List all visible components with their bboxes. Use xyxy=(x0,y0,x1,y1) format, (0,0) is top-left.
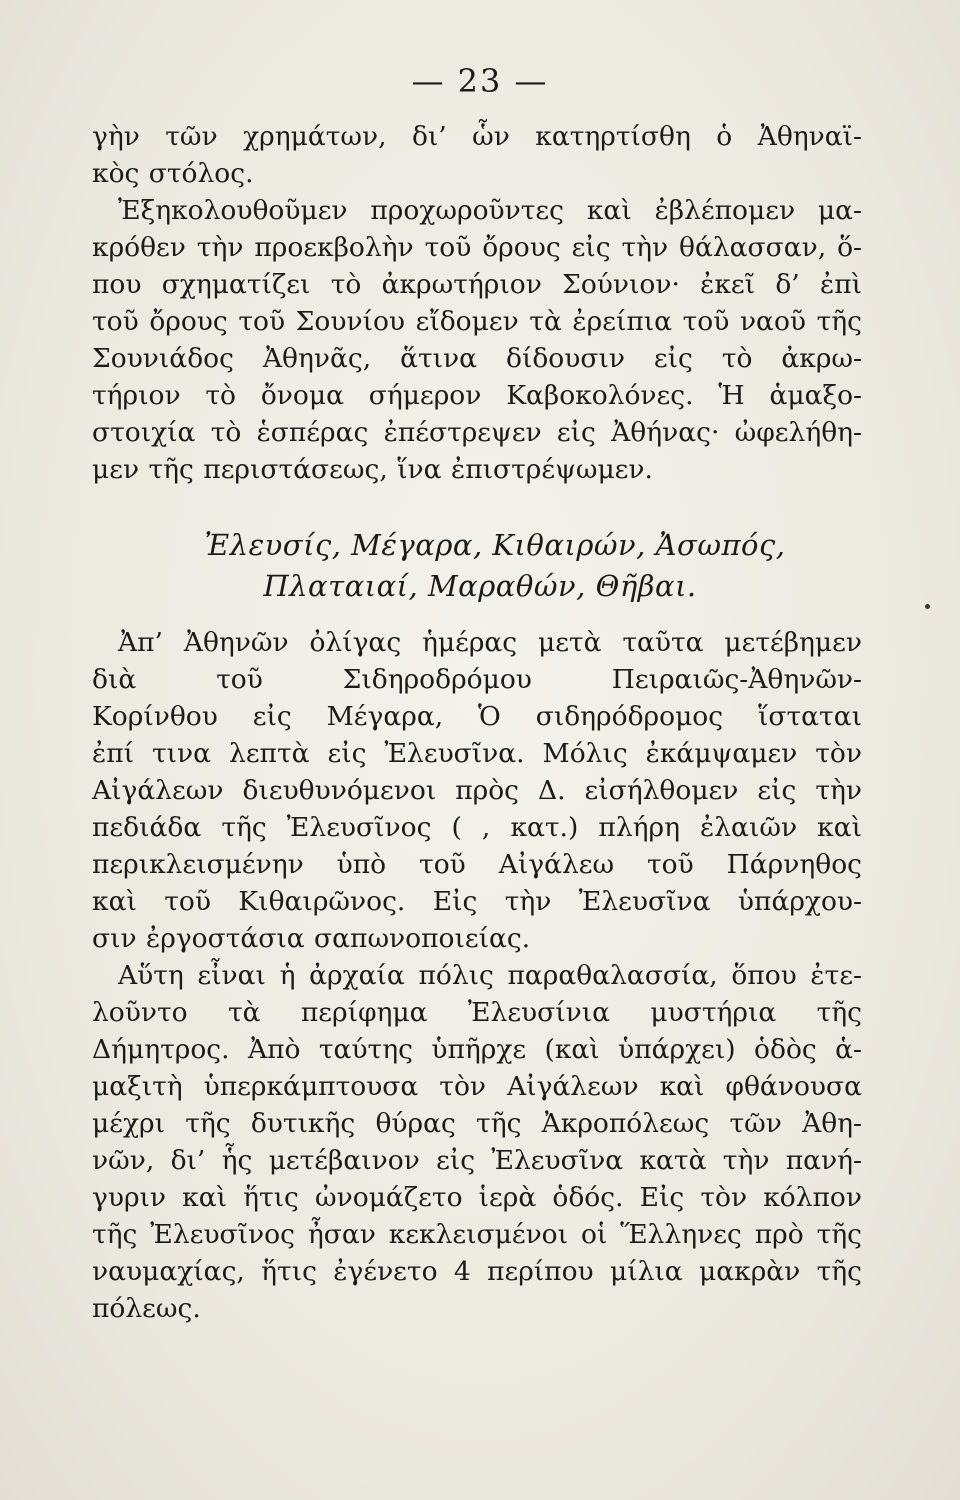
text-line: ναυμαχίας, ἥτις ἐγένετο 4 περίπου μίλια μακρὰν τῆς xyxy=(92,1256,862,1287)
text-block-section xyxy=(92,624,862,1327)
text-line: πεδιάδα τῆς Ἐλευσῖνος ( , κατ.) πλήρη ἐλαιῶν καὶ xyxy=(92,812,862,843)
text-line: μέχρι τῆς δυτικῆς θύρας τῆς Ἀκροπόλεως τῶν Ἀθη- xyxy=(92,1108,862,1139)
text-line: μεν τῆς περιστάσεως, ἵνα ἐπιστρέψωμεν. xyxy=(92,454,653,485)
text-line: νῶν, δι’ ἧς μετέβαινον εἰς Ἐλευσῖνα κατὰ τὴν πανή- xyxy=(92,1145,862,1176)
text-line: Κορίνθου εἰς Μέγαρα, Ὁ σιδηρόδρομος ἵσταται xyxy=(92,701,862,732)
ink-speck xyxy=(925,604,930,609)
text-line: περικλεισμένην ὑπὸ τοῦ Αἰγάλεω τοῦ Πάρνηθος xyxy=(92,849,862,880)
text-line: καὶ τοῦ Κιθαιρῶνος. Εἰς τὴν Ἐλευσῖνα ὑπάρχου- xyxy=(92,886,862,917)
text-line: στοιχία τὸ ἑσπέρας ἐπέστρεψεν εἰς Ἀθήνας· ὠφελήθη- xyxy=(92,417,862,448)
text-line: λοῦντο τὰ περίφημα Ἐλευσίνια μυστήρια τῆς xyxy=(92,997,862,1028)
text-line: τοῦ ὄρους τοῦ Σουνίου εἴδομεν τὰ ἐρείπια τοῦ ναοῦ τῆς xyxy=(92,306,862,337)
text-line: μαξιτὴ ὑπερκάμπτουσα τὸν Αἰγάλεων καὶ φθάνουσα xyxy=(92,1071,862,1102)
text-line: σιν ἐργοστάσια σαπωνοποιείας. xyxy=(92,923,531,954)
page-number: — 23 — xyxy=(411,62,549,100)
text-line: ἐπί τινα λεπτὰ εἰς Ἐλευσῖνα. Μόλις ἐκάμψαμεν τὸν xyxy=(92,738,862,769)
section-heading-line-2: Πλαταιαί, Μαραθών, Θῆβαι. xyxy=(263,569,697,603)
text-line: τήριον τὸ ὄνομα σήμερον Καβοκολόνες. Ἡ ἁμαξο- xyxy=(92,380,862,411)
text-line: Αἰγάλεων διευθυνόμενοι πρὸς Δ. εἰσήλθομεν εἰς τὴν xyxy=(92,775,862,806)
text-line: Δήμητρος. Ἀπὸ ταύτης ὑπῆρχε (καὶ ὑπάρχει) ὁδὸς ἁ- xyxy=(92,1034,862,1065)
text-block-opening xyxy=(92,118,862,488)
text-line: γυριν καὶ ἥτις ὠνομάζετο ἱερὰ ὁδός. Εἰς τὸν κόλπον xyxy=(92,1182,862,1213)
text-line: Αὕτη εἶναι ἡ ἀρχαία πόλις παραθαλασσία, ὅπου ἐτε- xyxy=(118,960,862,991)
text-line: Σουνιάδος Ἀθηνᾶς, ἅτινα δίδουσιν εἰς τὸ ἀκρω- xyxy=(92,343,862,374)
text-line: κρόθεν τὴν προεκβολὴν τοῦ ὄρους εἰς τὴν θάλασσαν, ὅ- xyxy=(92,232,862,263)
text-line: κὸς στόλος. xyxy=(92,158,254,189)
text-line: γὴν τῶν χρημάτων, δι’ ὧν κατηρτίσθη ὁ Ἀθηναϊ- xyxy=(92,121,862,152)
text-line: Ἀπ’ Ἀθηνῶν ὀλίγας ἡμέρας μετὰ ταῦτα μετέβημεν xyxy=(118,627,862,658)
text-line: Ἐξηκολουθοῦμεν προχωροῦντες καὶ ἐβλέπομεν μα- xyxy=(118,195,862,226)
text-line: διὰ τοῦ Σιδηροδρόμου Πειραιῶς-Ἀθηνῶν- xyxy=(92,664,862,695)
text-line: που σχηματίζει τὸ ἀκρωτήριον Σούνιον· ἐκεῖ δ’ ἐπὶ xyxy=(92,269,862,300)
text-line: τῆς Ἐλευσῖνος ἦσαν κεκλεισμένοι οἱ Ἕλληνες πρὸ τῆς xyxy=(92,1219,862,1250)
section-heading-line-1: Ἐλευσίς, Μέγαρα, Κιθαιρών, Ἀσωπός, xyxy=(204,528,786,562)
text-line: πόλεως. xyxy=(92,1293,201,1324)
